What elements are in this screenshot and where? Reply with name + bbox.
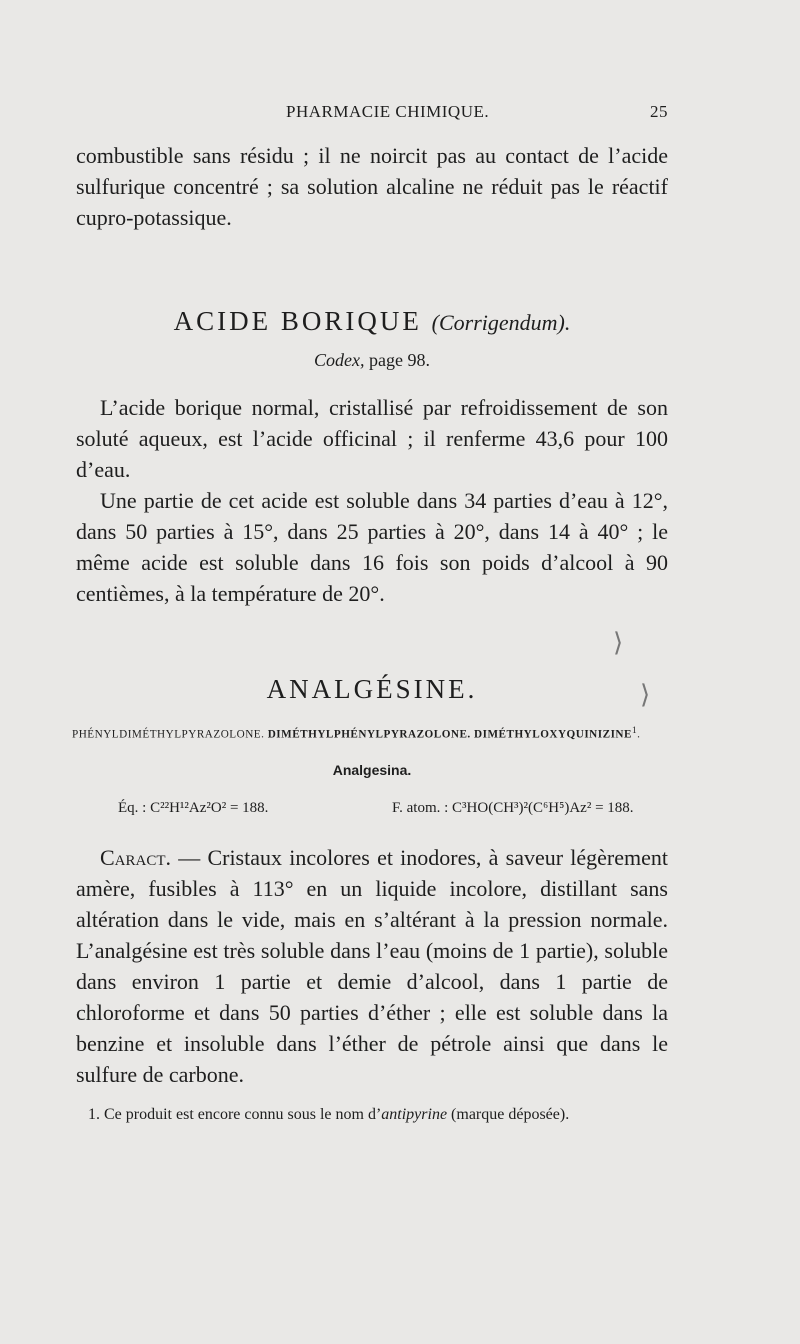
footnote-text-before: Ce produit est encore connu sous le nom d’ [100,1106,382,1123]
stray-pencil-mark: ⟩ [613,628,624,657]
caract-label: Caract. [100,845,172,870]
synonyms-line: PHÉNYLDIMÉTHYLPYRAZOLONE. DIMÉTHYLPHÉNYLPYRAZOLONE. DIMÉTHYLOXYQUINIZINE$^1$. [72,726,641,741]
boric-paragraph-2: Une partie de cet acide est soluble dans 34 parties d’eau à 12°, dans 50 parties à 15°, dans 25 parties à 20°, dans 14 à 40° ; le même acide est soluble dans 16 fois son poids d’alcool à 90 centièmes, à la température de 20°. [76,488,668,606]
section-title-analgesine: ANALGÉSINE. [266,674,478,704]
footnote-text-after: (marque déposée). [447,1106,570,1123]
section-title-note: (Corrigendum). [431,310,571,335]
caract-text: — Cristaux incolores et inodores, à saveur légèrement amère, fusibles à 113° en un liquide incolore, distillant sans altération dans le vide, mais en s’altérant à la pression normale. L’analgésine est très soluble dans l’eau (moins de 1 partie), soluble dans environ 1 partie et demie d’alcool, dans 1 partie de chloroforme et dans 50 parties d’éther ; elle est soluble dans la benzine et insoluble dans l’éther de pétrole ainsi que dans le sulfure de carbone. [76,845,668,1087]
footnote [76,1106,668,1124]
boric-paragraph-1: L’acide borique normal, cristallisé par refroidissement de son soluté aqueux, est l’acide officinal ; il renferme 43,6 pour 100 d’eau. [76,395,668,482]
codex-label: Codex, [314,350,365,370]
footnote-reference: 1 [631,726,638,736]
caracteristics-paragraph [76,842,668,1090]
latin-name: Analgesina. [332,762,412,778]
codex-page: page 98. [369,350,430,370]
section-title-text: ACIDE BORIQUE [173,306,422,336]
section-title-acide-borique [76,306,668,337]
formula-atomic: F. atom. : C³HO(CH³)²(C⁶H⁵)Az² = 188. [392,800,634,816]
stray-pencil-mark: ⟩ [640,680,651,709]
page-number: 25 [650,102,668,121]
running-header [76,102,668,128]
codex-reference [76,350,668,371]
synonym-3: DIMÉTHYLOXYQUINIZINE [474,728,632,741]
intro-paragraph: combustible sans résidu ; il ne noircit pas au contact de l’acide sulfurique concentré ; sa solution alcaline ne réduit pas le réactif cupro-potassique. [76,143,668,230]
formula-equivalent: Éq. : C²²H¹²Az²O² = 188. [118,800,269,816]
footnote-number: 1. [88,1106,100,1123]
synonym-2: DIMÉTHYLPHÉNYLPYRAZOLONE. [267,728,471,741]
synonym-1: PHÉNYLDIMÉTHYLPYRAZOLONE. [72,728,265,741]
footnote-emphasis: antipyrine [381,1106,448,1123]
header-title: PHARMACIE CHIMIQUE. [286,102,490,121]
